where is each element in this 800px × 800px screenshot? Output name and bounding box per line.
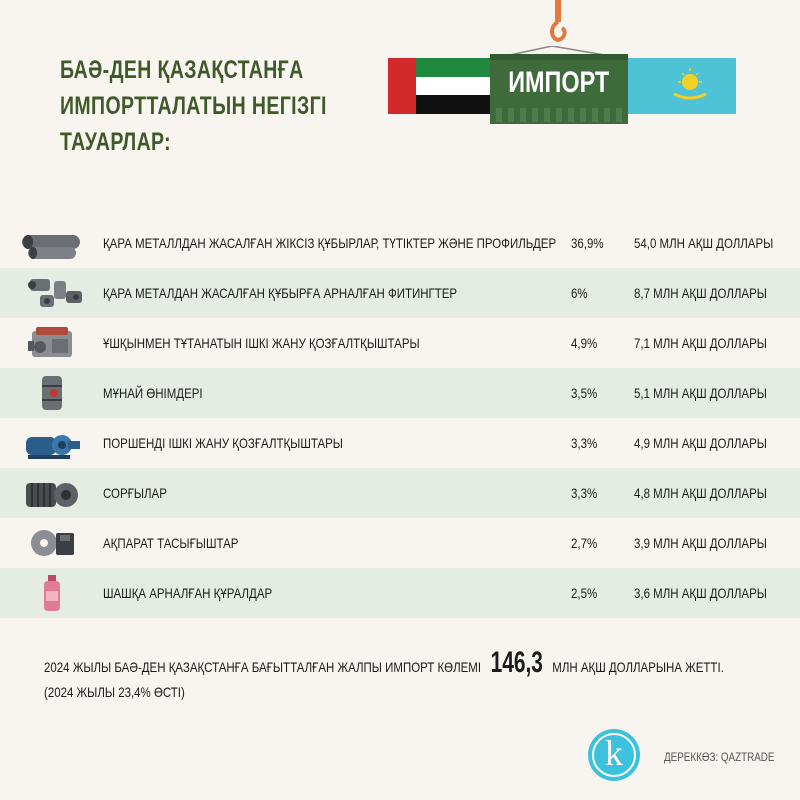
item-value: 4,9 МЛН АҚШ ДОЛЛАРЫ bbox=[634, 435, 767, 451]
storage-media-icon bbox=[18, 523, 86, 563]
item-value: 3,9 МЛН АҚШ ДОЛЛАРЫ bbox=[634, 535, 767, 551]
title-line-2: ИМПОРТТАЛАТЫН НЕГІЗГІ bbox=[60, 92, 327, 120]
item-value: 3,6 МЛН АҚШ ДОЛЛАРЫ bbox=[634, 585, 767, 601]
list-item bbox=[0, 568, 800, 618]
item-name: ПОРШЕНДІ ІШКІ ЖАНУ ҚОЗҒАЛТҚЫШТАРЫ bbox=[103, 435, 343, 451]
crane-hook-icon bbox=[548, 0, 568, 44]
list-item bbox=[0, 368, 800, 418]
list-item bbox=[0, 268, 800, 318]
pump-icon bbox=[18, 473, 86, 513]
item-value: 54,0 МЛН АҚШ ДОЛЛАРЫ bbox=[634, 235, 774, 251]
page-title bbox=[60, 52, 360, 160]
import-list bbox=[0, 218, 800, 618]
uae-flag-icon bbox=[388, 58, 494, 114]
list-item bbox=[0, 418, 800, 468]
summary-text-before: 2024 ЖЫЛЫ БАӘ-ДЕН ҚАЗАҚСТАНҒА БАҒЫТТАЛҒАН ЖАЛПЫ ИМПОРТ КӨЛЕМІ bbox=[44, 659, 482, 675]
item-share: 2,7% bbox=[571, 535, 598, 551]
item-name: АҚПАРАТ ТАСЫҒЫШТАР bbox=[103, 535, 239, 551]
title-line-3: ТАУАРЛАР: bbox=[60, 128, 172, 156]
item-share: 4,9% bbox=[571, 335, 598, 351]
item-value: 4,8 МЛН АҚШ ДОЛЛАРЫ bbox=[634, 485, 767, 501]
item-share: 3,5% bbox=[571, 385, 598, 401]
item-name: ШАШҚА АРНАЛҒАН ҚҰРАЛДАР bbox=[103, 585, 273, 601]
item-share: 6% bbox=[571, 285, 588, 301]
item-share: 36,9% bbox=[571, 235, 604, 251]
piston-engine-icon bbox=[18, 423, 86, 463]
source-credit: ДЕРЕККӨЗ: QAZTRADE bbox=[664, 750, 775, 764]
item-value: 8,7 МЛН АҚШ ДОЛЛАРЫ bbox=[634, 285, 767, 301]
list-item bbox=[0, 468, 800, 518]
item-name: СОРҒЫЛАР bbox=[103, 485, 167, 501]
item-name: ҚАРА МЕТАЛДАН ЖАСАЛҒАН ҚҰБЫРҒА АРНАЛҒАН ФИТИНГТЕР bbox=[103, 285, 458, 301]
item-share: 3,3% bbox=[571, 485, 598, 501]
pipes-icon bbox=[18, 223, 86, 263]
summary-text-after: МЛН АҚШ ДОЛЛАРЫНА ЖЕТТІ. bbox=[552, 659, 724, 675]
qaztrade-logo: k bbox=[588, 729, 640, 781]
kazakhstan-flag-icon bbox=[626, 58, 736, 114]
item-share: 3,3% bbox=[571, 435, 598, 451]
list-item bbox=[0, 218, 800, 268]
list-item bbox=[0, 518, 800, 568]
item-name: ҚАРА МЕТАЛЛДАН ЖАСАЛҒАН ЖІКСІЗ ҚҰБЫРЛАР, ТҮТІКТЕР ЖӘНЕ ПРОФИЛЬДЕР bbox=[103, 235, 557, 251]
title-line-1: БАӘ-ДЕН ҚАЗАҚСТАНҒА bbox=[60, 56, 304, 84]
item-share: 2,5% bbox=[571, 585, 598, 601]
engine-icon bbox=[18, 323, 86, 363]
list-item bbox=[0, 318, 800, 368]
pipe-fittings-icon bbox=[18, 273, 86, 313]
summary-total: 146,3 bbox=[490, 646, 543, 679]
import-summary bbox=[44, 645, 784, 703]
oil-barrel-icon bbox=[18, 373, 86, 413]
item-value: 7,1 МЛН АҚШ ДОЛЛАРЫ bbox=[634, 335, 767, 351]
container-label: ИМПОРТ bbox=[508, 66, 610, 99]
item-name: МҰНАЙ ӨНІМДЕРІ bbox=[103, 385, 203, 401]
item-name: ҰШҚЫНМЕН ТҰТАНАТЫН ІШКІ ЖАНУ ҚОЗҒАЛТҚЫШТАРЫ bbox=[103, 335, 420, 351]
hair-product-bottle-icon bbox=[18, 573, 86, 613]
item-value: 5,1 МЛН АҚШ ДОЛЛАРЫ bbox=[634, 385, 767, 401]
summary-growth-note: (2024 ЖЫЛЫ 23,4% ӨСТІ) bbox=[44, 684, 185, 700]
